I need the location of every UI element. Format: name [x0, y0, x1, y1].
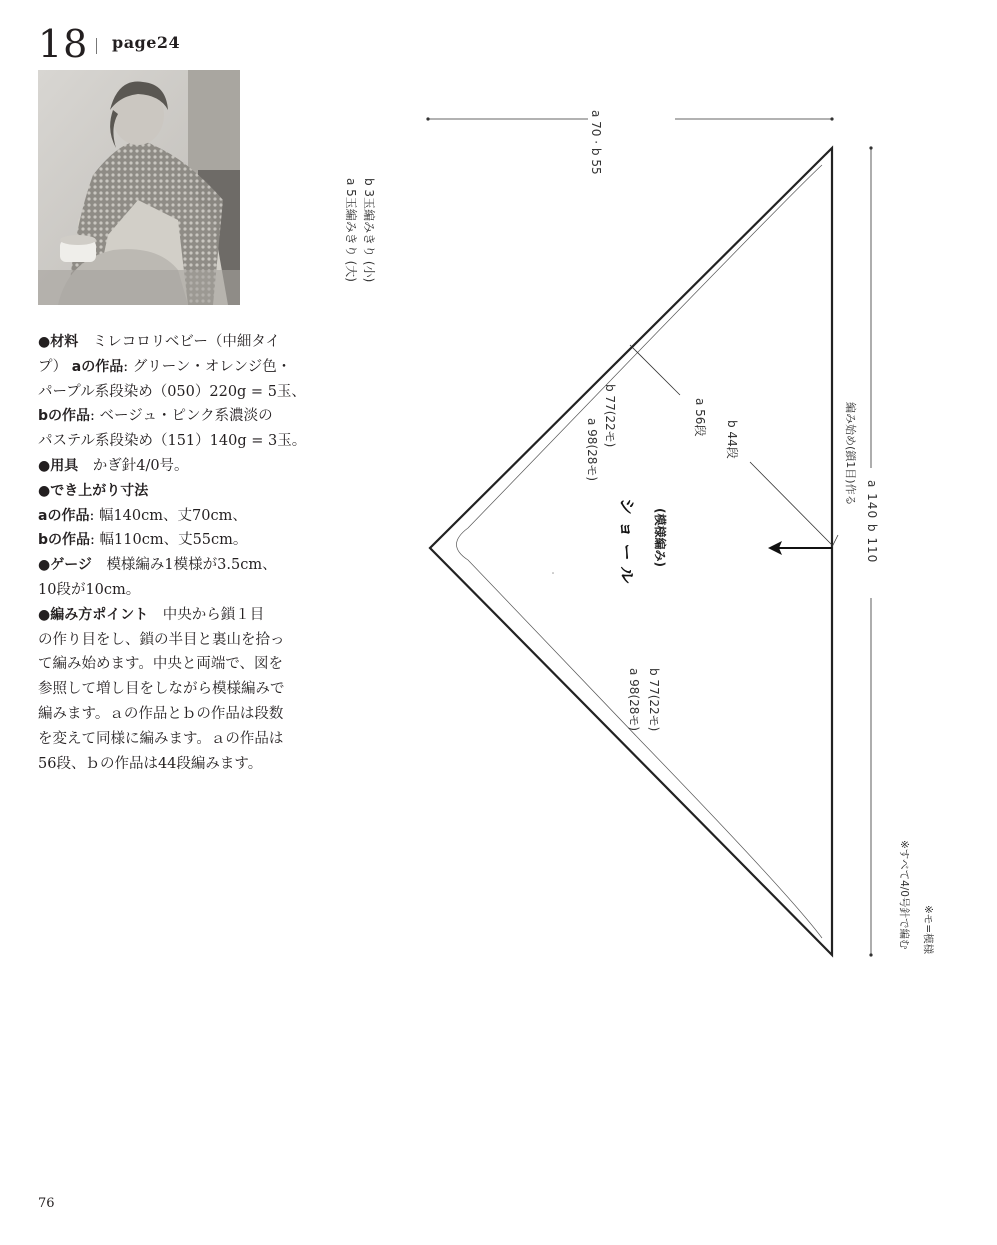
note-motif: ※モ=模様: [922, 905, 934, 955]
points-text: 中央から鎖１目: [162, 606, 265, 623]
top-dimension-label: a 70 · b 55: [589, 110, 603, 175]
points-line-3: 参照して増し目をしながら模様編みで: [38, 681, 285, 698]
work-a-label: aの作品: [71, 358, 124, 375]
page-reference: page24: [112, 33, 181, 52]
note-needle: ※すべて4/0号針で編む: [898, 840, 910, 950]
right-dim-end-bottom: [869, 953, 872, 956]
work-b-yarn-2: パステル系段染め（151）140g = 3玉。: [38, 433, 307, 450]
work-b-label: bの作品: [38, 408, 91, 425]
shawl-title: ショール: [616, 498, 636, 590]
rows-b: b 44段: [725, 420, 739, 459]
tools-label: ●用具: [38, 457, 79, 474]
shawl-border-line: [457, 165, 823, 938]
right-dim-end-top: [869, 146, 872, 149]
size-b-text: : 幅110cm、丈55cm。: [90, 532, 248, 549]
size-b-label: bの作品: [38, 532, 91, 549]
top-dim-end-left: [426, 117, 429, 120]
points-line-6: 56段、ｂの作品は44段編みます。: [38, 755, 263, 772]
top-dim-end-right: [830, 117, 833, 120]
materials-label: ●材料: [38, 334, 79, 350]
work-b-yarn: : ベージュ・ピンク系濃淡の: [90, 408, 273, 425]
shawl-stitch: (模様編み): [653, 508, 667, 567]
yarn-usage-b: b 3玉編みきり (小): [362, 178, 376, 283]
materials-text: ミレコロリベビー（中細タイ: [92, 334, 281, 350]
center-dot: [552, 572, 554, 574]
start-note: 編み始め(鎖1目)作る: [844, 402, 857, 506]
rows-leader-lower: [750, 462, 832, 545]
upper-edge-b: b 77(22モ): [603, 384, 617, 448]
tools-text: かぎ針4/0号。: [92, 457, 189, 474]
page-number: 76: [38, 1196, 55, 1211]
work-a-yarn: : グリーン・オレンジ色・: [123, 358, 292, 375]
gauge-text: 模様編み1模様が3.5cm、: [106, 557, 277, 574]
lower-edge-a: a 98(28モ): [627, 668, 641, 732]
materials-text-2: プ）: [38, 358, 68, 375]
size-a-text: : 幅140cm、丈70cm、: [89, 507, 247, 524]
points-line-4: 編みます。ａの作品とｂの作品は段数: [38, 705, 284, 722]
points-line-2: て編み始めます。中央と両端で、図を: [38, 656, 284, 673]
pattern-number: 18: [38, 22, 89, 66]
lower-edge-b: b 77(22モ): [647, 668, 661, 732]
work-a-yarn-2: パープル系段染め（050）220g = 5玉、: [38, 383, 306, 400]
upper-edge-a: a 98(28モ): [585, 418, 599, 482]
yarn-usage-a: a 5玉編みきり (大): [344, 178, 358, 282]
width-dimension-label: a 140 b 110: [865, 480, 879, 564]
rows-leader-upper: [630, 345, 680, 395]
points-line-1: の作り目をし、鎖の半目と裏山を拾っ: [38, 631, 285, 648]
rows-a: a 56段: [693, 398, 707, 437]
gauge-label: ●ゲージ: [38, 557, 92, 574]
points-line-5: を変えて同様に編みます。ａの作品は: [38, 730, 284, 747]
size-label: ●でき上がり寸法: [38, 482, 149, 499]
size-a-label: aの作品: [38, 507, 90, 524]
points-label: ●編み方ポイント: [38, 606, 149, 623]
gauge-text-2: 10段が10cm。: [38, 581, 141, 598]
